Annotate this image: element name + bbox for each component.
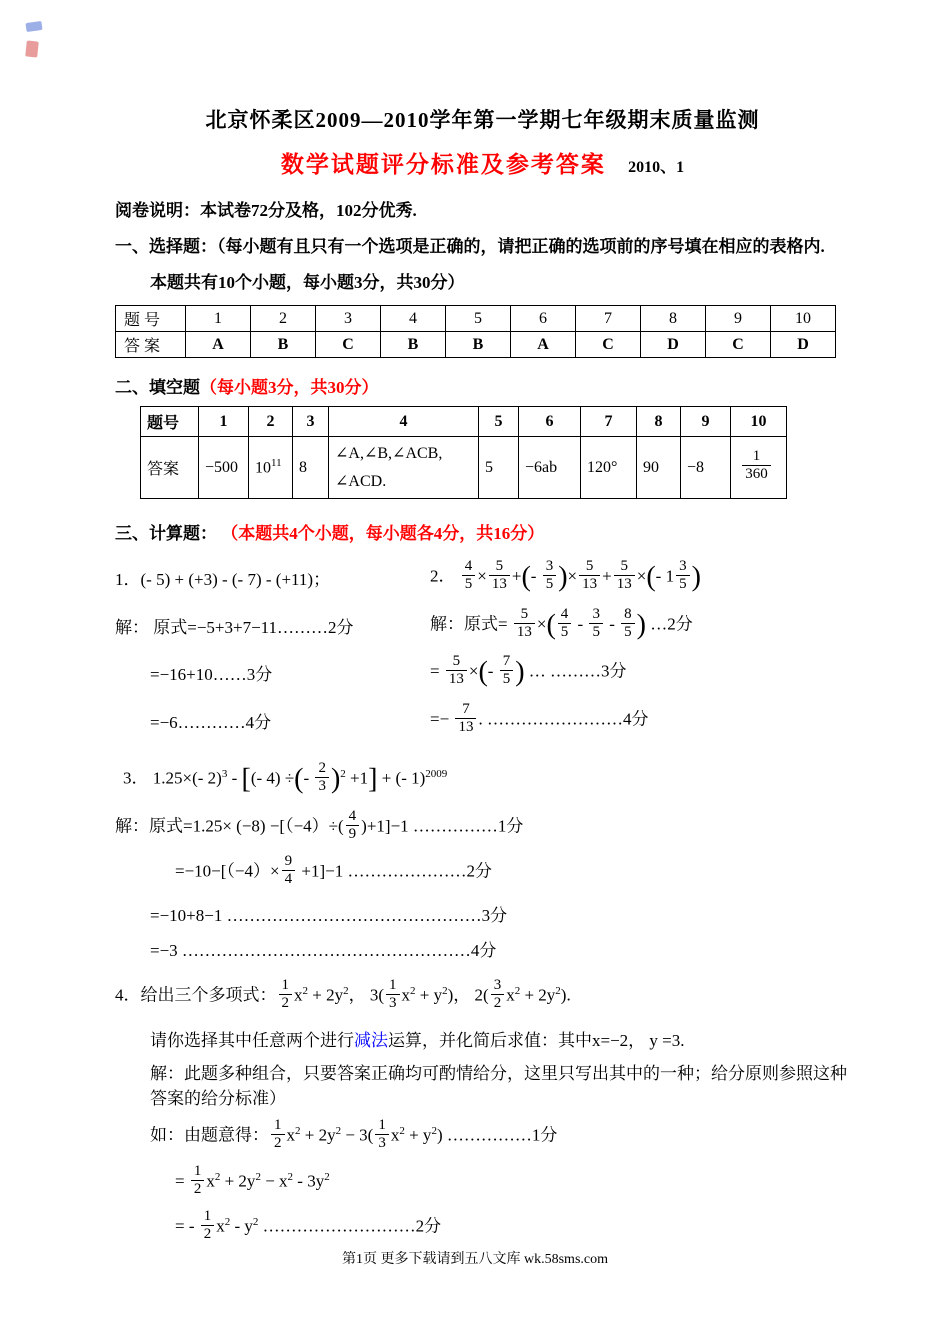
- table-cell: −500: [199, 437, 249, 499]
- problem-4-grading-note: 解：此题多种组合，只要答案正确均可酌情给分，这里只写出其中的一种；给分原则参照这种答案的给分标准）: [150, 1064, 847, 1108]
- fraction: $\frac{1}{360}$: [742, 448, 771, 484]
- table-cell: 4: [329, 407, 479, 437]
- corner-watermark: [26, 22, 60, 70]
- problem-2-solution-2: = $\frac{5}{13}$ ×(- $\frac{7}{5}$ ) … ………3分: [430, 653, 627, 688]
- table-cell: [329, 437, 479, 499]
- table-cell: B: [446, 332, 511, 358]
- table-cell: 2: [249, 407, 293, 437]
- table-cell: 8: [637, 407, 681, 437]
- table-cell: 6: [519, 407, 581, 437]
- problem-4-step-0: 如：由题意得： $\frac{1}{2}$ $x^2 + 2y^2 - 3$( $\frac{1}{3}$ $x^2 + y^2$) ……………1分: [150, 1117, 558, 1152]
- fill-blank-answers-table: [140, 406, 787, 499]
- section1-heading-cont: 本题共有10个小题，每小题3分，共30分）: [150, 273, 465, 292]
- section2-heading-red: （每小题3分，共30分）: [200, 378, 379, 397]
- row-label: 题号: [141, 407, 199, 437]
- row-label: 题 号: [116, 306, 186, 332]
- section3-heading-black: 三、计算题：: [115, 524, 217, 543]
- section2-heading: [115, 373, 850, 398]
- instruction-subtract-highlight: 减法: [354, 1031, 388, 1050]
- problem-2-heading: 2． $\frac{4}{5}$ × $\frac{5}{13}$ +(- $\frac{3}{5}$ )× $\frac{5}{13}$ + $\frac{5}{13}$ ×(- 1 $\frac{3}{5}$ ): [430, 558, 701, 593]
- page-subtitle: [115, 146, 850, 179]
- problem-2-solution-3: =− $\frac{7}{13}$ . ……………………4分: [430, 700, 649, 735]
- subtitle-date: 2010、1: [628, 159, 685, 176]
- power-exponent: 11: [271, 457, 282, 470]
- problem-4-step-1: = $\frac{1}{2}$ $x^2 + 2y^2 - x^2 - 3y^2$: [175, 1162, 330, 1197]
- table-row-answers: [116, 332, 836, 358]
- calc-row-1: [115, 560, 850, 596]
- section3-heading: [115, 519, 850, 544]
- problem-4-step-2: = - $\frac{1}{2}$ $x^2 - y^2$ ………………………2分: [175, 1208, 442, 1243]
- table-cell: 5: [446, 306, 511, 332]
- calc-row-3: [115, 655, 850, 691]
- angles-line-2: ∠ACD.: [335, 472, 387, 490]
- table-cell: B: [251, 332, 316, 358]
- table-cell: 3: [316, 306, 381, 332]
- table-cell: D: [641, 332, 706, 358]
- problem-4-heading: 4．给出三个多项式： $\frac{1}{2}$ $x^2 + 2y^2$， 3( $\frac{1}{3}$ $x^2 + y^2$)， 2( $\frac{3}{2}$ $x^2 + 2y^2$).: [115, 976, 571, 1011]
- table-cell: 1: [186, 306, 251, 332]
- table-cell: 3: [293, 407, 329, 437]
- table-cell: 2: [251, 306, 316, 332]
- problem-1-solution-1: 解： 原式=−5+3+7−11………2分: [115, 617, 354, 637]
- table-cell: [249, 437, 293, 499]
- page-footer: 第1页 更多下载请到五八文库 wk.58sms.com: [342, 1252, 608, 1267]
- problem-3-solution-3: =−10+8−1 ………………………………………3分: [150, 905, 508, 925]
- table-cell: 4: [381, 306, 446, 332]
- table-cell: C: [316, 332, 381, 358]
- table-cell: B: [381, 332, 446, 358]
- section3-heading-red: （本题共4个小题，每小题各4分，共16分）: [221, 524, 545, 543]
- table-cell: [731, 437, 787, 499]
- table-cell: 8: [641, 306, 706, 332]
- calc-row-4: [115, 700, 850, 739]
- table-cell: 8: [293, 437, 329, 499]
- table-cell: A: [511, 332, 576, 358]
- table-cell: 10: [771, 306, 836, 332]
- instruction-post: 运算，并化简后求值：其中x=−2， y =3.: [388, 1031, 685, 1050]
- problem-4-instruction: [115, 1026, 850, 1051]
- power-base: 10: [255, 459, 271, 477]
- watermark-blue-mark: [25, 21, 42, 32]
- angles-line-1: ∠A,∠B,∠ACB,: [335, 445, 443, 463]
- problem-3-solution-1: 解：原式=1.25× (−8) −[（−4）÷( $\frac{4}{9}$ )+1]−1 ……………1分: [115, 807, 524, 842]
- table-cell: −8: [681, 437, 731, 499]
- problem-1-solution-3: =−6…………4分: [150, 712, 272, 732]
- problem-3-solution-4: =−3 ……………………………………………4分: [150, 940, 497, 960]
- row-label: 答案: [141, 437, 199, 499]
- grading-note: 阅卷说明：本试卷72分及格，102分优秀.: [115, 201, 417, 220]
- page-title: 北京怀柔区2009—2010学年第一学期七年级期末质量监测: [205, 108, 760, 132]
- section1-heading: 一、选择题：（每小题有且只有一个选项是正确的，请把正确的选项前的序号填在相应的表格内.: [115, 237, 825, 256]
- table-cell: 7: [576, 306, 641, 332]
- problem-1-heading: 1．(- 5) + (+3) - (- 7) - (+11)；: [115, 570, 331, 590]
- table-cell: 9: [681, 407, 731, 437]
- problem-2-solution-1: 解：原式= $\frac{5}{13}$ ×( $\frac{4}{5}$ - $\frac{3}{5}$ - $\frac{8}{5}$ ) …2分: [430, 605, 693, 641]
- table-cell: 5: [479, 437, 519, 499]
- table-cell: 9: [706, 306, 771, 332]
- table-cell: 7: [581, 407, 637, 437]
- table-cell: A: [186, 332, 251, 358]
- instruction-pre: 请你选择其中任意两个进行: [150, 1031, 354, 1050]
- table-cell: D: [771, 332, 836, 358]
- table-cell: −6ab: [519, 437, 581, 499]
- table-cell: C: [576, 332, 641, 358]
- row-label: 答 案: [116, 332, 186, 358]
- table-cell: 6: [511, 306, 576, 332]
- problem-3-solution-2: =−10−[（−4）× $\frac{9}{4}$ +1]−1 …………………2分: [175, 853, 492, 888]
- table-row-numbers: [116, 306, 836, 332]
- section2-heading-black: 二、填空题: [115, 378, 200, 397]
- table-row-answers: [141, 437, 787, 499]
- choice-answers-table: [115, 305, 836, 358]
- table-cell: 5: [479, 407, 519, 437]
- table-cell: 1: [199, 407, 249, 437]
- problem-3-heading: 3． 1.25×(- 2)$^3$ - [(- 4) ÷(- $\frac{2}{3}$ )$^2$ +1] + (- 1)$^{2009}$: [123, 760, 448, 795]
- table-cell: 90: [637, 437, 681, 499]
- watermark-red-mark: [25, 40, 39, 57]
- calc-row-2: [115, 605, 850, 644]
- table-row-numbers: [141, 407, 787, 437]
- table-cell: 10: [731, 407, 787, 437]
- table-cell: 120°: [581, 437, 637, 499]
- problem-1-solution-2: =−16+10……3分: [150, 665, 273, 685]
- subtitle-main: 数学试题评分标准及参考答案: [280, 152, 606, 177]
- table-cell: C: [706, 332, 771, 358]
